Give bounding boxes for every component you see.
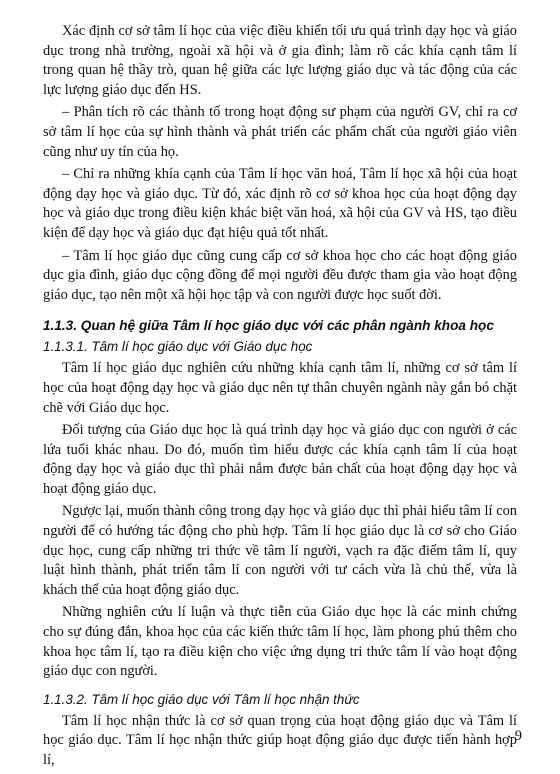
paragraph: Những nghiên cứu lí luận và thực tiễn của Giáo dục học là các minh chứng cho sự đúng đắn, khoa học của các kiến thức tâm lí học, làm phong phú thêm cho khoa học tâm lí, tạo ra điều kiện cho việc ứng dụng tri thức tâm lí vào hoạt động giáo dục con người.	[43, 604, 517, 680]
paragraph: – Chỉ ra những khía cạnh của Tâm lí học văn hoá, Tâm lí học xã hội của hoạt động dạy học và giáo dục. Từ đó, xác định rõ cơ sở khoa học của hoạt động dạy học và giáo dục trong điều kiện khác biệt văn hoá, xã hội của GV và HS, tạo điều kiện để dạy học và giáo dục đạt hiệu quả tốt nhất.	[43, 166, 517, 241]
subsection-heading: 1.1.3.2. Tâm lí học giáo dục với Tâm lí học nhận thức	[43, 691, 360, 707]
paragraph: Ngược lại, muốn thành công trong dạy học và giáo dục thì phải hiểu tâm lí con người để có hướng tác động cho phù hợp. Tâm lí học giáo dục là cơ sở cho Giáo dục học, cung cấp những tri thức về tâm lí người, vạch ra đặc điểm tâm lí, quy luật hình thành, phát triển tâm lí con người với tư cách vừa là chủ thể, vừa là khách thể của hoạt động giáo dục.	[43, 503, 517, 598]
page-body	[43, 22, 517, 774]
paragraph: – Tâm lí học giáo dục cũng cung cấp cơ sở khoa học cho các hoạt động giáo dục gia đình, giáo dục cộng đồng để mọi người đều được tham gia vào hoạt động giáo dục, tạo nên một xã hội học tập và con người được học suốt đời.	[43, 247, 517, 303]
section-heading: 1.1.3. Quan hệ giữa Tâm lí học giáo dục với các phân ngành khoa học	[43, 318, 494, 334]
paragraph: Tâm lí học giáo dục nghiên cứu những khía cạnh tâm lí, những cơ sở tâm lí học của hoạt động dạy học và giáo dục nên tự thân chuyên ngành này gắn bó chặt chẽ với Giáo dục học.	[43, 360, 517, 416]
page-number: 9	[514, 728, 522, 744]
paragraph: Xác định cơ sở tâm lí học của việc điều khiển tối ưu quá trình dạy học và giáo dục trong nhà trường, ngoài xã hội và ở gia đình; làm rõ các khía cạnh tâm lí trong quan hệ thầy trò, quan hệ giữa các lực lượng giáo dục và tác động của các lực lượng giáo dục đến HS.	[43, 23, 517, 98]
paragraph: – Phân tích rõ các thành tố trong hoạt động sư phạm của người GV, chỉ ra cơ sở tâm lí học của sự hình thành và phát triển các phẩm chất của người giáo viên cũng như uy tín của họ.	[43, 104, 517, 160]
subsection-heading: 1.1.3.1. Tâm lí học giáo dục với Giáo dục học	[43, 339, 313, 355]
paragraph: Đối tượng của Giáo dục học là quá trình dạy học và giáo dục con người ở các lứa tuổi khác nhau. Do đó, muốn tìm hiểu được các khía cạnh tâm lí của hoạt động dạy học và giáo dục thì phải nắm được bản chất của hoạt động dạy học và hoạt động giáo dục.	[43, 422, 517, 497]
paragraph: Tâm lí học nhận thức là cơ sở quan trọng của hoạt động giáo dục và Tâm lí học giáo dục. Tâm lí học nhận thức giúp hoạt động giáo dục được tiến hành hợp lí,	[43, 712, 517, 768]
